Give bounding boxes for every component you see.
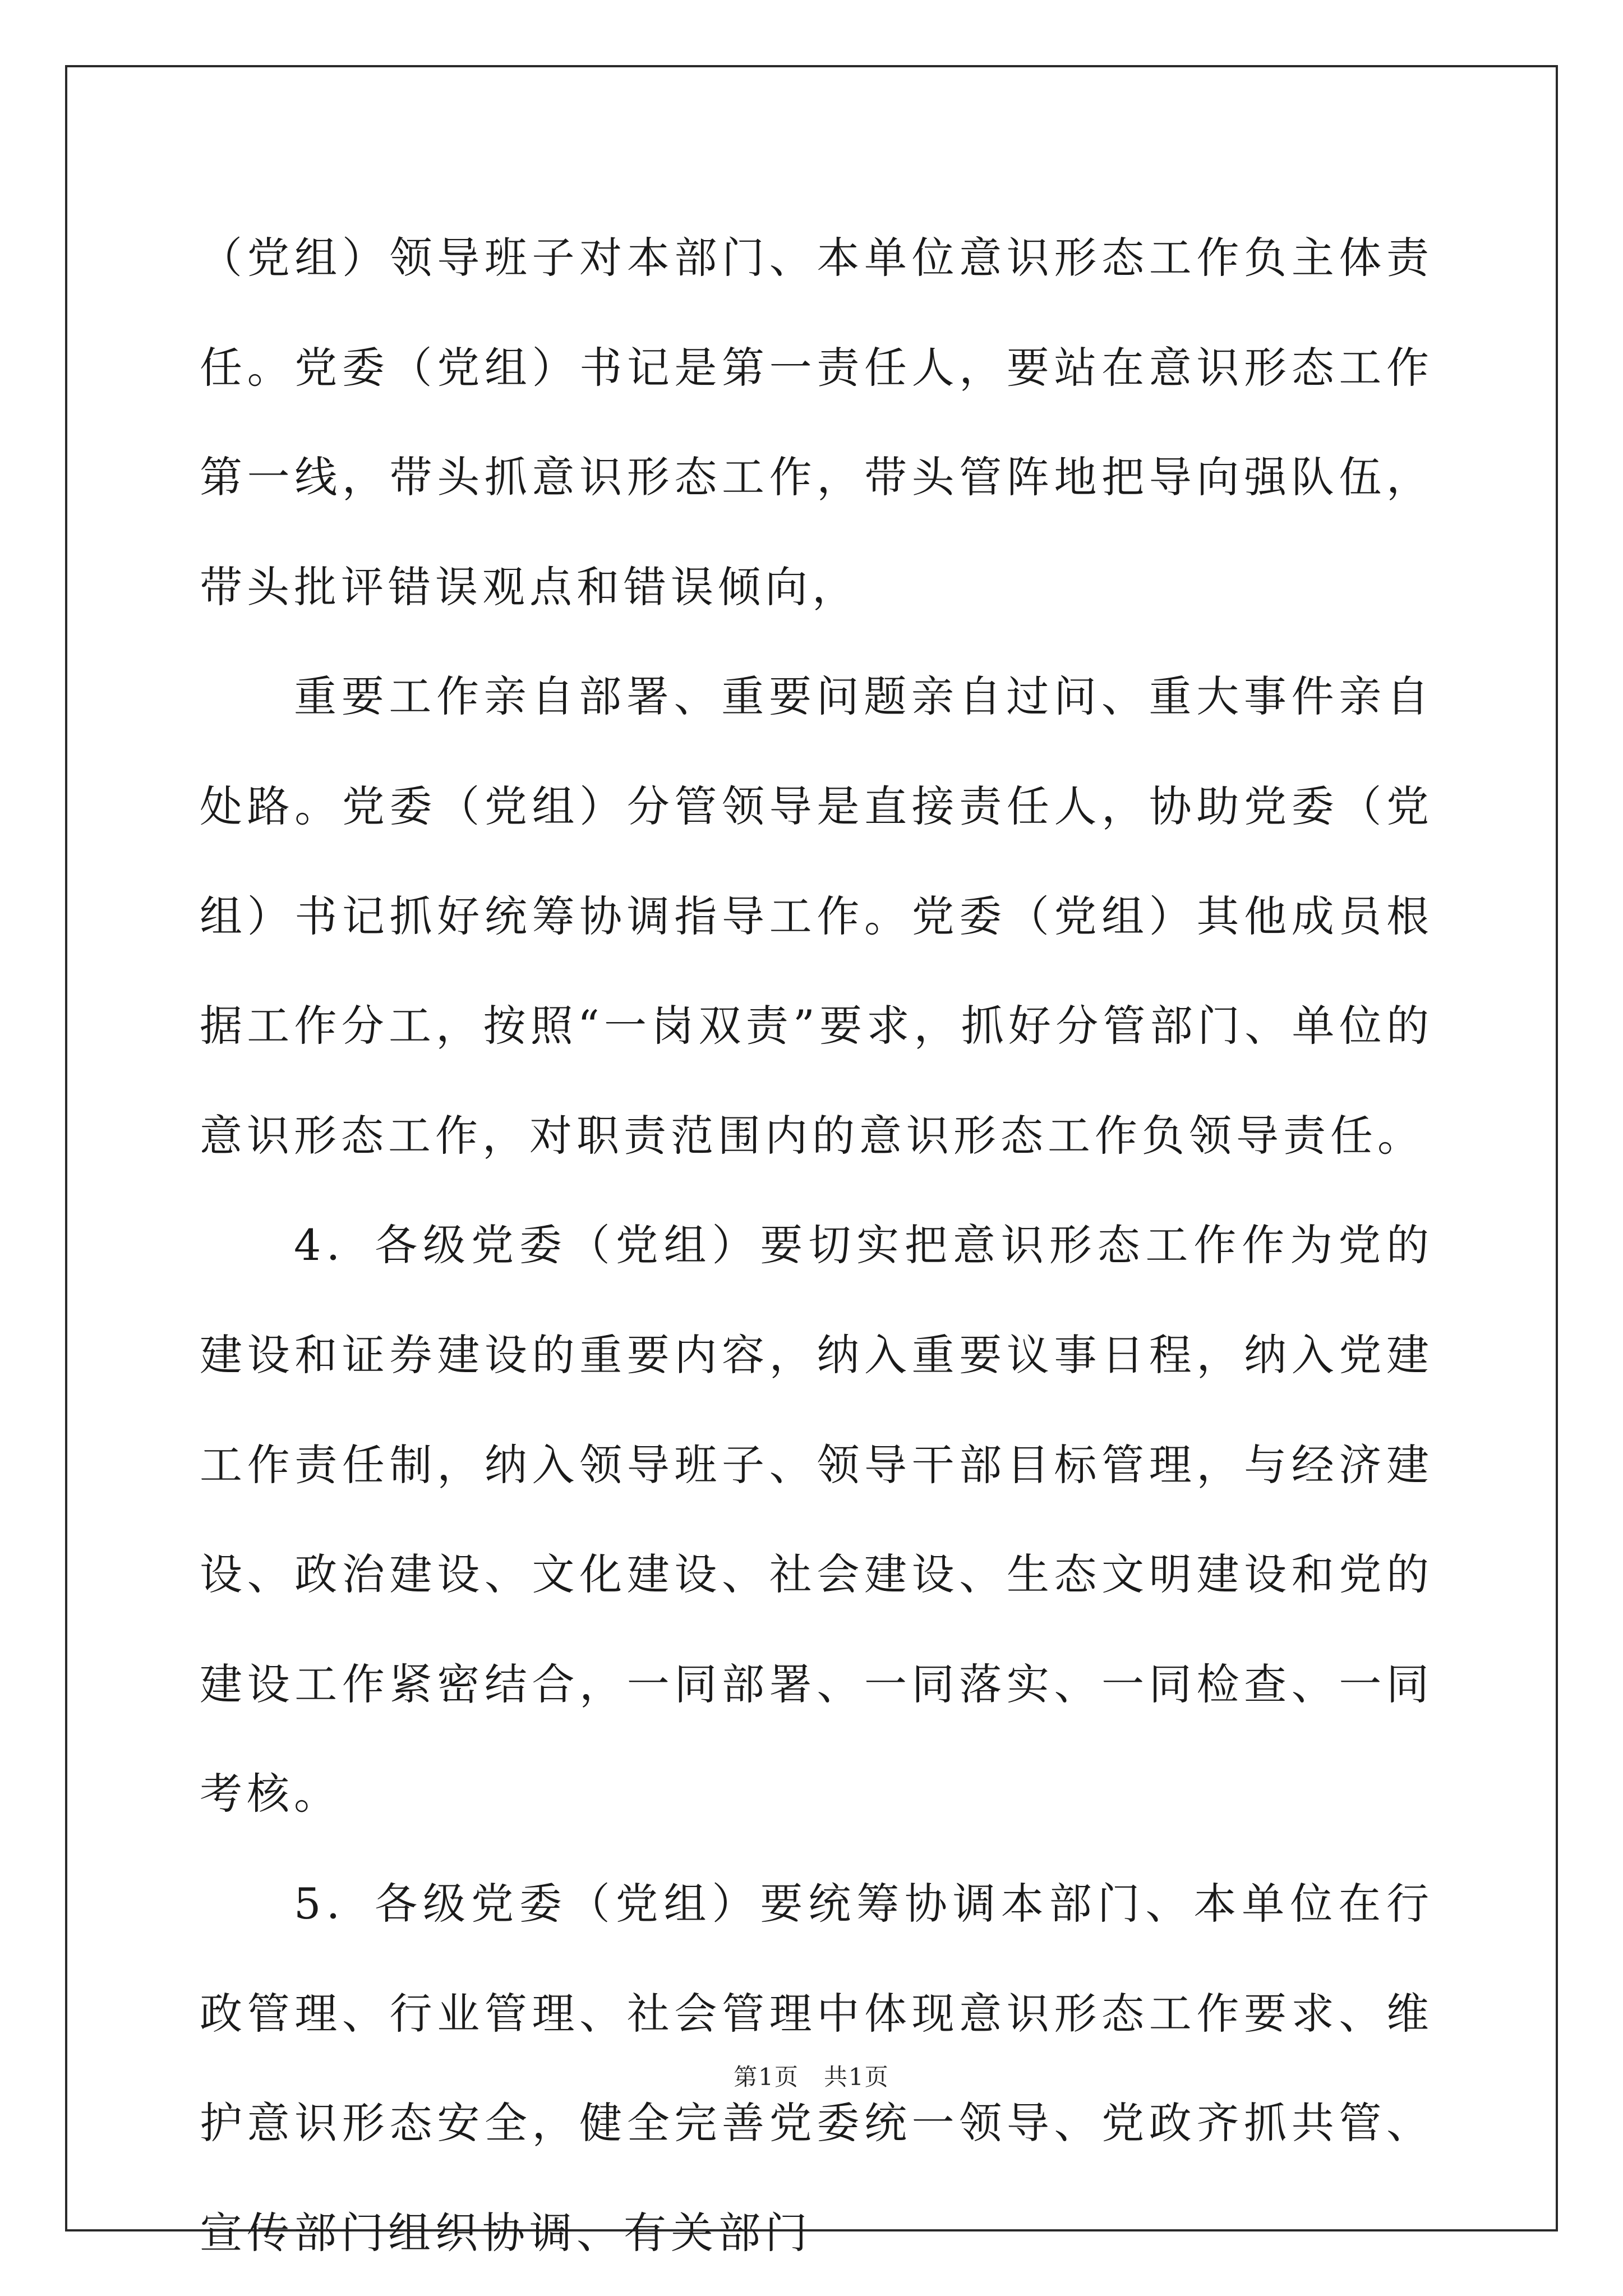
paragraph-4: 5．各级党委（党组）要统筹协调本部门、本单位在行政管理、行业管理、社会管理中体现意识形态工作要求、维护意识形态安全，健全完善党委统一领导、党政齐抓共管、宣传部门组织协调、有关部门: [200, 1878, 1433, 2258]
document-body: [200, 203, 1433, 2288]
paragraph-2: 重要工作亲自部署、重要问题亲自过问、重大事件亲自处路。党委（党组）分管领导是直接责任人，协助党委（党组）书记抓好统筹协调指导工作。党委（党组）其他成员根据工作分工，按照“一岗双责”要求，抓好分管部门、单位的意识形态工作，对职责范围内的意识形态工作负领导责任。: [200, 671, 1433, 1161]
page-number-footer: 第1页 共1页: [734, 2063, 889, 2091]
paragraph-3: 4．各级党委（党组）要切实把意识形态工作作为党的建设和证券建设的重要内容，纳入重要议事日程，纳入党建工作责任制，纳入领导班子、领导干部目标管理，与经济建设、政治建设、文化建设、社会建设、生态文明建设和党的建设工作紧密结合，一同部署、一同落实、一同检查、一同考核。: [200, 1220, 1433, 1819]
paragraph-1: （党组）领导班子对本部门、本单位意识形态工作负主体责任。党委（党组）书记是第一责任人，要站在意识形态工作第一线，带头抓意识形态工作，带头管阵地把导向强队伍，带头批评错误观点和错误倾向，: [200, 233, 1433, 612]
